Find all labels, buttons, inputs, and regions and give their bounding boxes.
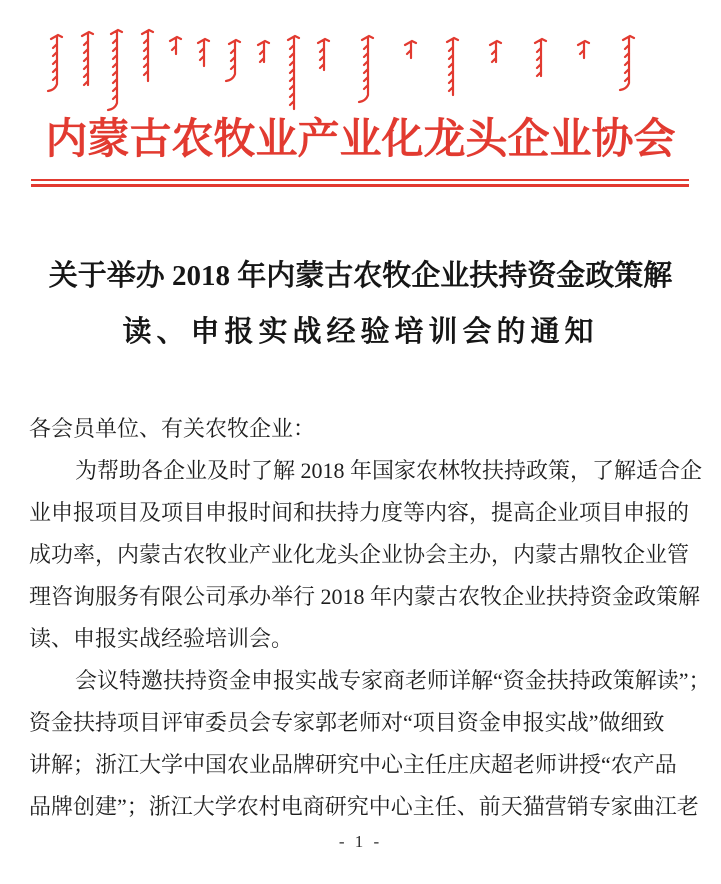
- body-text-line: 成功率，内蒙古农牧业产业化龙头企业协会主办，内蒙古鼎牧企业管: [29, 542, 690, 567]
- notice-title-line-1: 关于举办 2018 年内蒙古农牧企业扶持资金政策解: [48, 260, 673, 292]
- letterhead-rule-thick: [31, 184, 689, 187]
- body-text-line: 读、申报实战经验培训会。: [29, 626, 294, 651]
- notice-title: [0, 248, 721, 360]
- notice-body: [29, 408, 711, 828]
- body-text-line: 讲解；浙江大学中国农业品牌研究中心主任庄庆超老师讲授“农产品: [29, 752, 677, 777]
- body-text-line: 会议特邀扶持资金申报实战专家商老师详解“资金扶持政策解读”；: [75, 668, 711, 693]
- letterhead-rule-thin: [31, 179, 689, 181]
- letterhead-org-name: 内蒙古农牧业产业化龙头企业协会: [45, 117, 676, 163]
- body-text-line: 品牌创建”；浙江大学农村电商研究中心主任、前天猫营销专家曲江老: [29, 794, 699, 819]
- notice-title-line-2: 读、申报实战经验培训会的通知: [122, 316, 599, 348]
- mongolian-script-icon: [0, 0, 721, 118]
- body-text-line: 资金扶持项目评审委员会专家郭老师对“项目资金申报实战”做细致: [29, 710, 665, 735]
- body-text-line: 各会员单位、有关农牧企业：: [29, 416, 316, 441]
- body-text-line: 业申报项目及项目申报时间和扶持力度等内容，提高企业项目申报的: [29, 500, 690, 525]
- body-text-line: 为帮助各企业及时了解 2018 年国家农林牧扶持政策，了解适合企: [75, 458, 703, 483]
- page-number: - 1 -: [338, 832, 383, 851]
- body-text-line: 理咨询服务有限公司承办举行 2018 年内蒙古农牧企业扶持资金政策解: [29, 584, 701, 609]
